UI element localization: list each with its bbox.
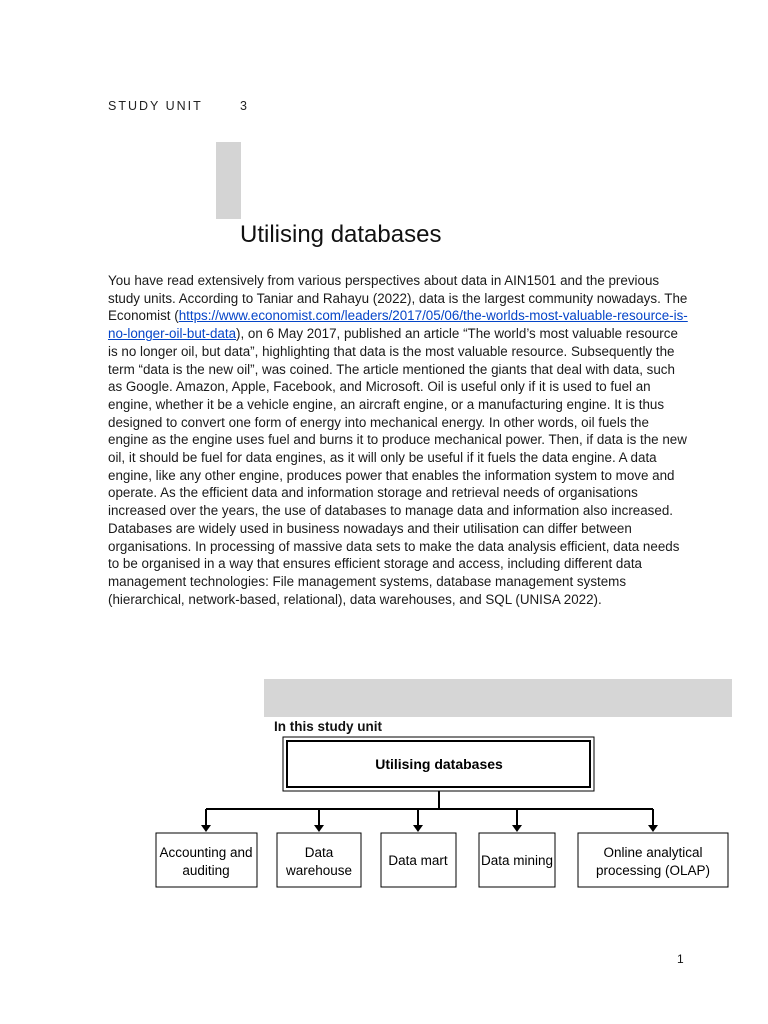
- diagram-arrowhead: [201, 825, 211, 832]
- intro-text-part1: You have read extensively from various perspectives about data in AIN1501 and the previous study units. According to Taniar and Rahayu (2022), data is the largest community nowadays. The Economist (: [108, 273, 688, 324]
- diagram-arrowhead: [512, 825, 522, 832]
- intro-text-part2: ), on 6 May 2017, published an article “The world’s most valuable resource is no longer oil, but data”, highlighting that data is the most valuable resource. Subsequently the term “data is the new oil”, was coined. The article mentioned the giants that deal with data, such as Google. Amazon, Apple, Facebook, and Microsoft. Oil is useful only if it is used to fuel an engine, whether it be a vehicle engine, an aircraft engine, or a manufacturing engine. It is thus designed to convert one form of energy into mechanical energy. In other words, oil fuels the engine as the engine uses fuel and burns it to produce mechanical power. Then, if data is the new oil, it should be fuel for data engines, as it will only be useful if it fuels the data engine. A data engine, like any other engine, produces power that enables the information system to move and operate. As the efficient data and information storage and retrieval needs of organisations increased over the years, the use of databases to manage data and information also increased. Databases are widely used in business nowadays and their utilisation can differ between organisations. In processing of massive data sets to make the data analysis efficient, data needs to be organised in a way that ensures efficient storage and access, including different data management technologies: File management systems, database management systems (hierarchical, network-based, relational), data warehouses, and SQL (UNISA 2022).: [108, 326, 687, 607]
- diagram-child-box-accounting: [156, 833, 257, 887]
- intro-paragraph: [108, 272, 688, 608]
- diagram-child-label: auditing: [182, 863, 230, 878]
- diagram-arrowhead: [648, 825, 658, 832]
- study-unit-number: 3: [240, 99, 247, 113]
- diagram-arrowhead: [314, 825, 324, 832]
- diagram-child-label: Data mart: [388, 853, 448, 868]
- diagram-child-label: Data mining: [480, 853, 554, 868]
- in-this-unit-label: In this study unit: [274, 719, 382, 734]
- decorative-grey-tab: [216, 142, 241, 219]
- diagram-child-label: Online analytical: [603, 845, 703, 860]
- diagram-child-box-warehouse: [277, 833, 361, 887]
- diagram-child-label: warehouse: [285, 863, 353, 878]
- diagram-root-label: Utilising databases: [375, 756, 503, 772]
- diagram-child-label: Accounting and: [159, 845, 253, 860]
- page-title: Utilising databases: [240, 221, 442, 248]
- study-unit-diagram: [150, 734, 735, 894]
- diagram-child-box-olap: [578, 833, 728, 887]
- study-unit-label: STUDY UNIT: [108, 99, 203, 113]
- diagram-child-label: processing (OLAP): [595, 863, 711, 878]
- economist-link[interactable]: https://www.economist.com/leaders/2017/05/06/the-worlds-most-valuable-resource-is-no-longer-oil-but-data: [108, 308, 688, 342]
- page-number: 1: [677, 952, 684, 966]
- diagram-arrowhead: [413, 825, 423, 832]
- section-grey-bar: [264, 679, 732, 717]
- diagram-child-label: Data: [304, 845, 334, 860]
- study-unit-header: [108, 99, 247, 113]
